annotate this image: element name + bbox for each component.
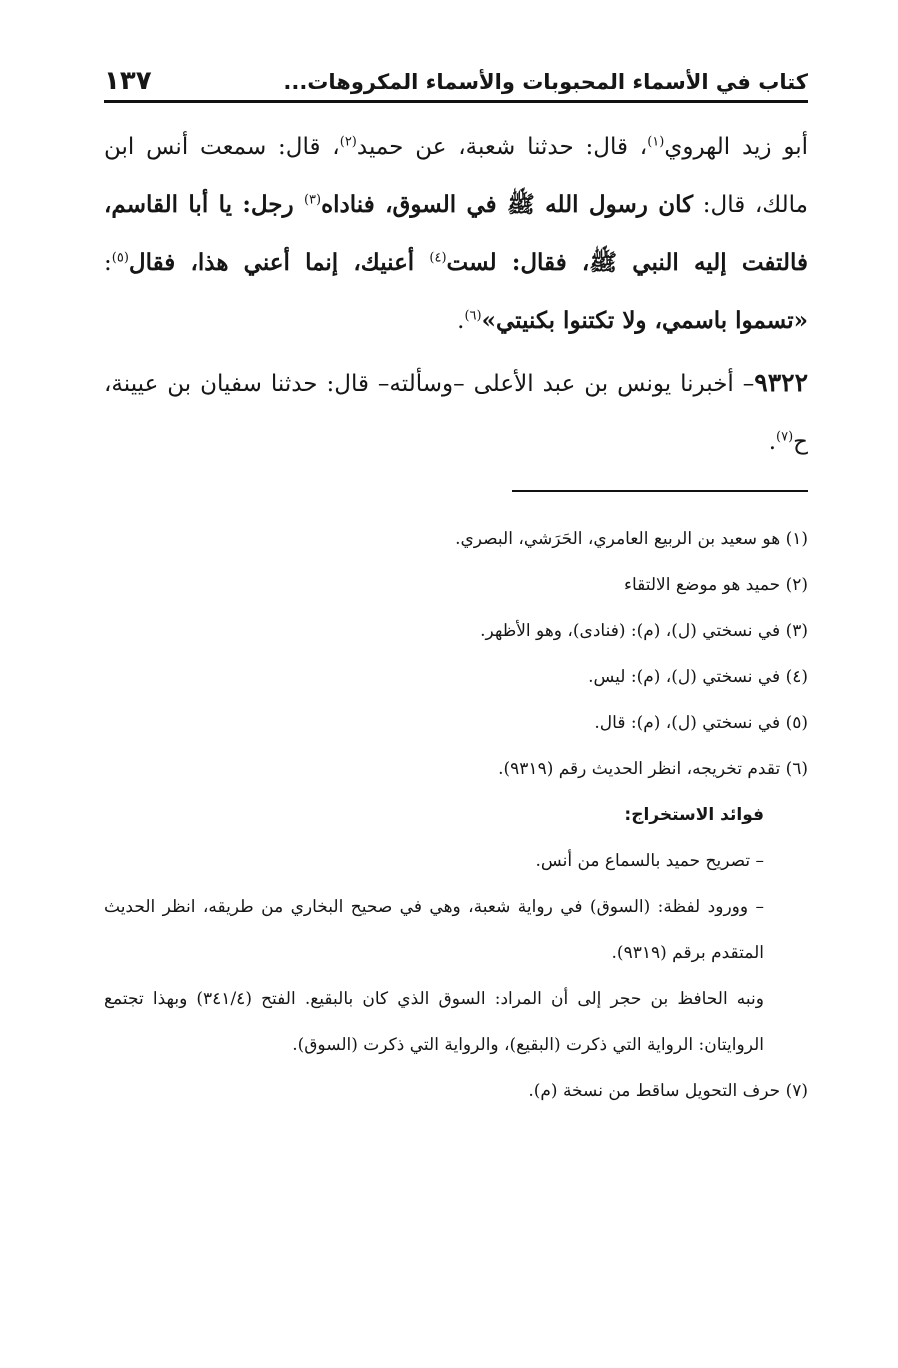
footnote-ref-3[interactable]: (٣) <box>303 192 322 208</box>
text-segment: : <box>104 250 112 276</box>
footnote-1: (١) هو سعيد بن الربيع العامري، الحَرَشي، البصري. <box>455 529 808 549</box>
footnote-ref-7[interactable]: (٧) <box>776 429 794 445</box>
text-segment: ، قال: حدثنا شعبة، عن حميد <box>356 134 648 160</box>
footnote-ref-6[interactable]: (٦) <box>464 308 482 324</box>
benefit-item: ونبه الحافظ بن حجر إلى أن المراد: السوق الذي كان بالبقيع. الفتح (٣٤١/٤) وبهذا تجتمع الروايتان: الرواية التي ذكرت (البقيع)، والرواية التي ذكرت (السوق). <box>104 989 764 1055</box>
text-segment: أبو زيد الهروي <box>664 134 808 160</box>
footnote-ref-5[interactable]: (٥) <box>111 250 129 266</box>
hadith-number: ٩٣٢٢ <box>754 368 808 397</box>
footnote-ref-1[interactable]: (١) <box>647 134 665 150</box>
benefit-item: – تصريح حميد بالسماع من أنس. <box>535 851 764 871</box>
benefit-item: – وورود لفظة: (السوق) في رواية شعبة، وهي في صحيح البخاري من طريقه، انظر الحديث المتقدم برقم (٩٣١٩). <box>104 897 764 963</box>
footnote-ref-2[interactable]: (٢) <box>339 134 357 150</box>
prophetic-saying: «تسموا باسمي، ولا تكتنوا بكنيتي» <box>481 307 808 334</box>
matn-text: كان رسول الله ﷺ في السوق، فناداه <box>321 191 694 218</box>
main-text <box>104 118 808 471</box>
footnote-3: (٣) في نسختي (ل)، (م): (فنادى)، وهو الأظهر. <box>480 621 808 641</box>
footnote-separator <box>512 490 808 492</box>
footnote-7: (٧) حرف التحويل ساقط من نسخة (م). <box>528 1081 808 1101</box>
header-rule <box>104 100 808 103</box>
matn-text: أعنيك، إنما أعني هذا، فقال <box>128 249 430 276</box>
benefits-heading: فوائد الاستخراج: <box>624 805 764 825</box>
footnotes <box>104 516 808 1114</box>
footnote-2: (٢) حميد هو موضع الالتقاء <box>623 575 808 595</box>
hadith-text-paragraph <box>104 118 808 350</box>
running-header <box>104 62 808 102</box>
hadith-9322-paragraph <box>104 354 808 471</box>
text-segment: ، قال: سمعت أنس ابن مالك، قال: <box>104 134 808 218</box>
footnote-5: (٥) في نسختي (ل)، (م): قال. <box>594 713 808 733</box>
text-segment: – أخبرنا يونس بن عبد الأعلى –وسألته– قال: حدثنا سفيان بن عيينة، ح <box>104 371 808 455</box>
page-number: ١٣٧ <box>104 66 152 96</box>
text-segment: . <box>457 308 465 334</box>
matn-text: رجل: يا أبا القاسم، فالتفت إليه النبي ﷺ، فقال: لست <box>104 191 808 276</box>
text-segment: . <box>768 429 776 455</box>
footnote-ref-4[interactable]: (٤) <box>429 250 447 266</box>
footnote-4: (٤) في نسختي (ل)، (م): ليس. <box>588 667 808 687</box>
footnote-6: (٦) تقدم تخريجه، انظر الحديث رقم (٩٣١٩). <box>498 759 808 779</box>
running-title: كتاب في الأسماء المحبوبات والأسماء المكروهات... <box>283 70 808 94</box>
